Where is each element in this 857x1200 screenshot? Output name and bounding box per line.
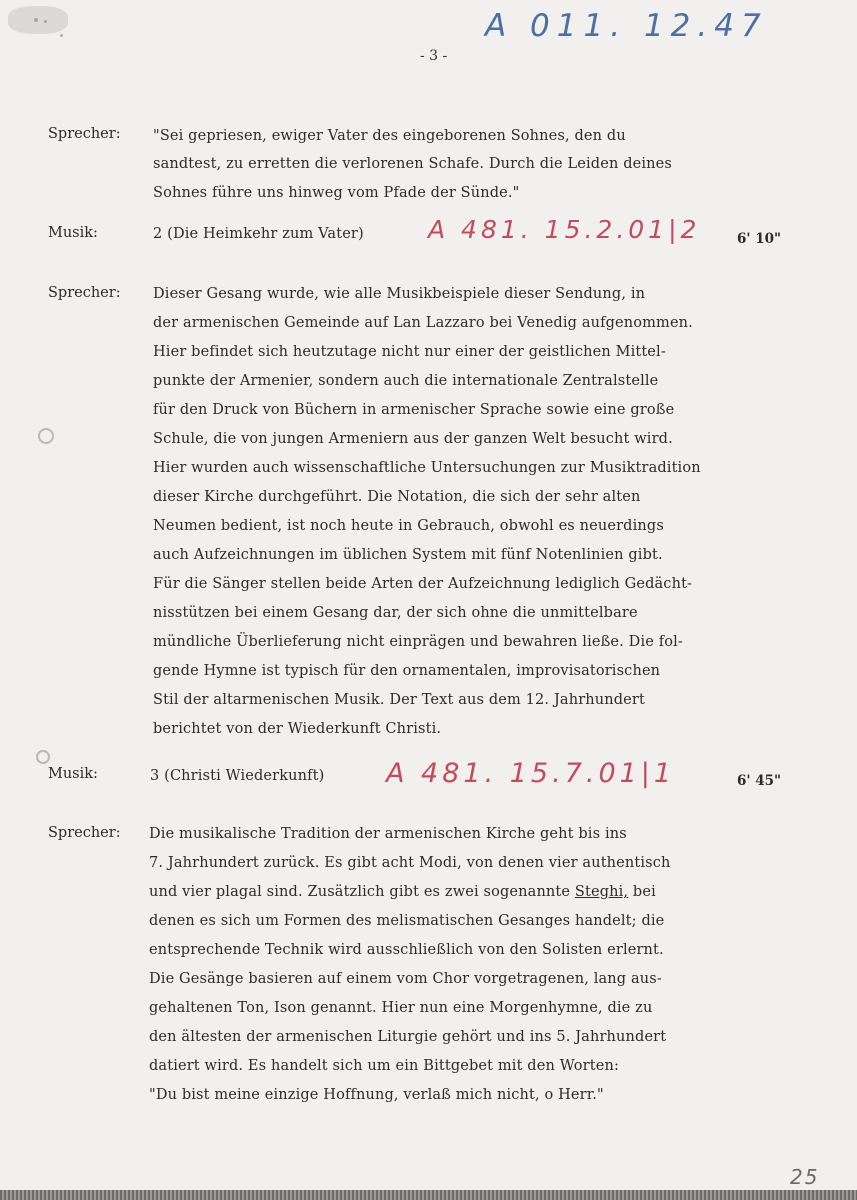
text-line: Neumen bedient, ist noch heute in Gebrauch, obwohl es neuerdings — [153, 518, 664, 534]
underlined-term: Steghi, — [574, 884, 629, 900]
punch-hole-mark — [36, 750, 50, 764]
text-line: sandtest, zu erretten die verlorenen Schafe. Durch die Leiden deines — [153, 156, 672, 172]
speaker-label: Sprecher: — [48, 285, 121, 301]
text-line: Sohnes führe uns hinweg vom Pfade der Sünde." — [153, 185, 520, 201]
archive-number: A 011. 12.47 — [485, 8, 768, 44]
text-line: Dieser Gesang wurde, wie alle Musikbeispiele dieser Sendung, in — [153, 286, 646, 302]
text-line: "Sei gepriesen, ewiger Vater des eingeborenen Sohnes, den du — [153, 128, 626, 144]
catalog-number-handwritten: A 481. 15.7.01|1 — [386, 758, 676, 789]
text-line: Für die Sänger stellen beide Arten der Aufzeichnung lediglich Gedächt- — [153, 576, 693, 592]
text-line: Hier wurden auch wissenschaftliche Untersuchungen zur Musiktradition — [153, 460, 701, 476]
music-duration: 6' 10" — [737, 231, 782, 247]
text-line: punkte der Armenier, sondern auch die internationale Zentralstelle — [153, 373, 659, 389]
text-line: "Du bist meine einzige Hoffnung, verlaß mich nicht, o Herr." — [149, 1087, 604, 1103]
text-line — [149, 884, 656, 900]
text-line: nisstützen bei einem Gesang dar, der sich ohne die unmittelbare — [153, 605, 638, 621]
scan-smudge — [34, 18, 38, 22]
text-line: berichtet von der Wiederkunft Christi. — [153, 721, 442, 737]
text-segment: bei — [628, 884, 656, 900]
music-title: 3 (Christi Wiederkunft) — [150, 768, 325, 784]
music-label: Musik: — [48, 766, 98, 782]
scan-smudge — [44, 20, 47, 23]
punch-hole-mark — [38, 428, 54, 444]
scan-smudge — [60, 34, 63, 37]
speaker-label: Sprecher: — [48, 126, 121, 142]
catalog-number-handwritten: A 481. 15.2.01|2 — [428, 215, 701, 244]
text-line: Die musikalische Tradition der armenischen Kirche geht bis ins — [149, 826, 627, 842]
text-line: Stil der altarmenischen Musik. Der Text aus dem 12. Jahrhundert — [153, 692, 645, 708]
text-line: gende Hymne ist typisch für den ornamentalen, improvisatorischen — [153, 663, 661, 679]
corner-pencil-mark: 25 — [790, 1165, 820, 1189]
speaker-label: Sprecher: — [48, 825, 121, 841]
text-line: Schule, die von jungen Armeniern aus der ganzen Welt besucht wird. — [153, 431, 673, 447]
text-line: auch Aufzeichnungen im üblichen System mit fünf Notenlinien gibt. — [153, 547, 663, 563]
page-number: - 3 - — [420, 48, 448, 64]
text-line: gehaltenen Ton, Ison genannt. Hier nun eine Morgenhymne, die zu — [149, 1000, 653, 1016]
text-line: denen es sich um Formen des melismatischen Gesanges handelt; die — [149, 913, 665, 929]
text-line: dieser Kirche durchgeführt. Die Notation, die sich der sehr alten — [153, 489, 641, 505]
text-line: Hier befindet sich heutzutage nicht nur einer der geistlichen Mittel- — [153, 344, 666, 360]
text-line: Die Gesänge basieren auf einem vom Chor vorgetragenen, lang aus- — [149, 971, 662, 987]
scan-smudge — [8, 6, 68, 34]
text-line: für den Druck von Büchern in armenischer Sprache sowie eine große — [153, 402, 675, 418]
text-segment: und vier plagal sind. Zusätzlich gibt es zwei sogenannte — [149, 884, 575, 900]
music-label: Musik: — [48, 225, 98, 241]
text-line: mündliche Überlieferung nicht einprägen und bewahren ließe. Die fol- — [153, 634, 683, 650]
text-line: 7. Jahrhundert zurück. Es gibt acht Modi, von denen vier authentisch — [149, 855, 671, 871]
text-line: datiert wird. Es handelt sich um ein Bittgebet mit den Worten: — [149, 1058, 619, 1074]
text-line: der armenischen Gemeinde auf Lan Lazzaro bei Venedig aufgenommen. — [153, 315, 693, 331]
text-line: den ältesten der armenischen Liturgie gehört und ins 5. Jahrhundert — [149, 1029, 667, 1045]
music-duration: 6' 45" — [737, 773, 782, 789]
music-title: 2 (Die Heimkehr zum Vater) — [153, 226, 364, 242]
text-line: entsprechende Technik wird ausschließlich von den Solisten erlernt. — [149, 942, 664, 958]
